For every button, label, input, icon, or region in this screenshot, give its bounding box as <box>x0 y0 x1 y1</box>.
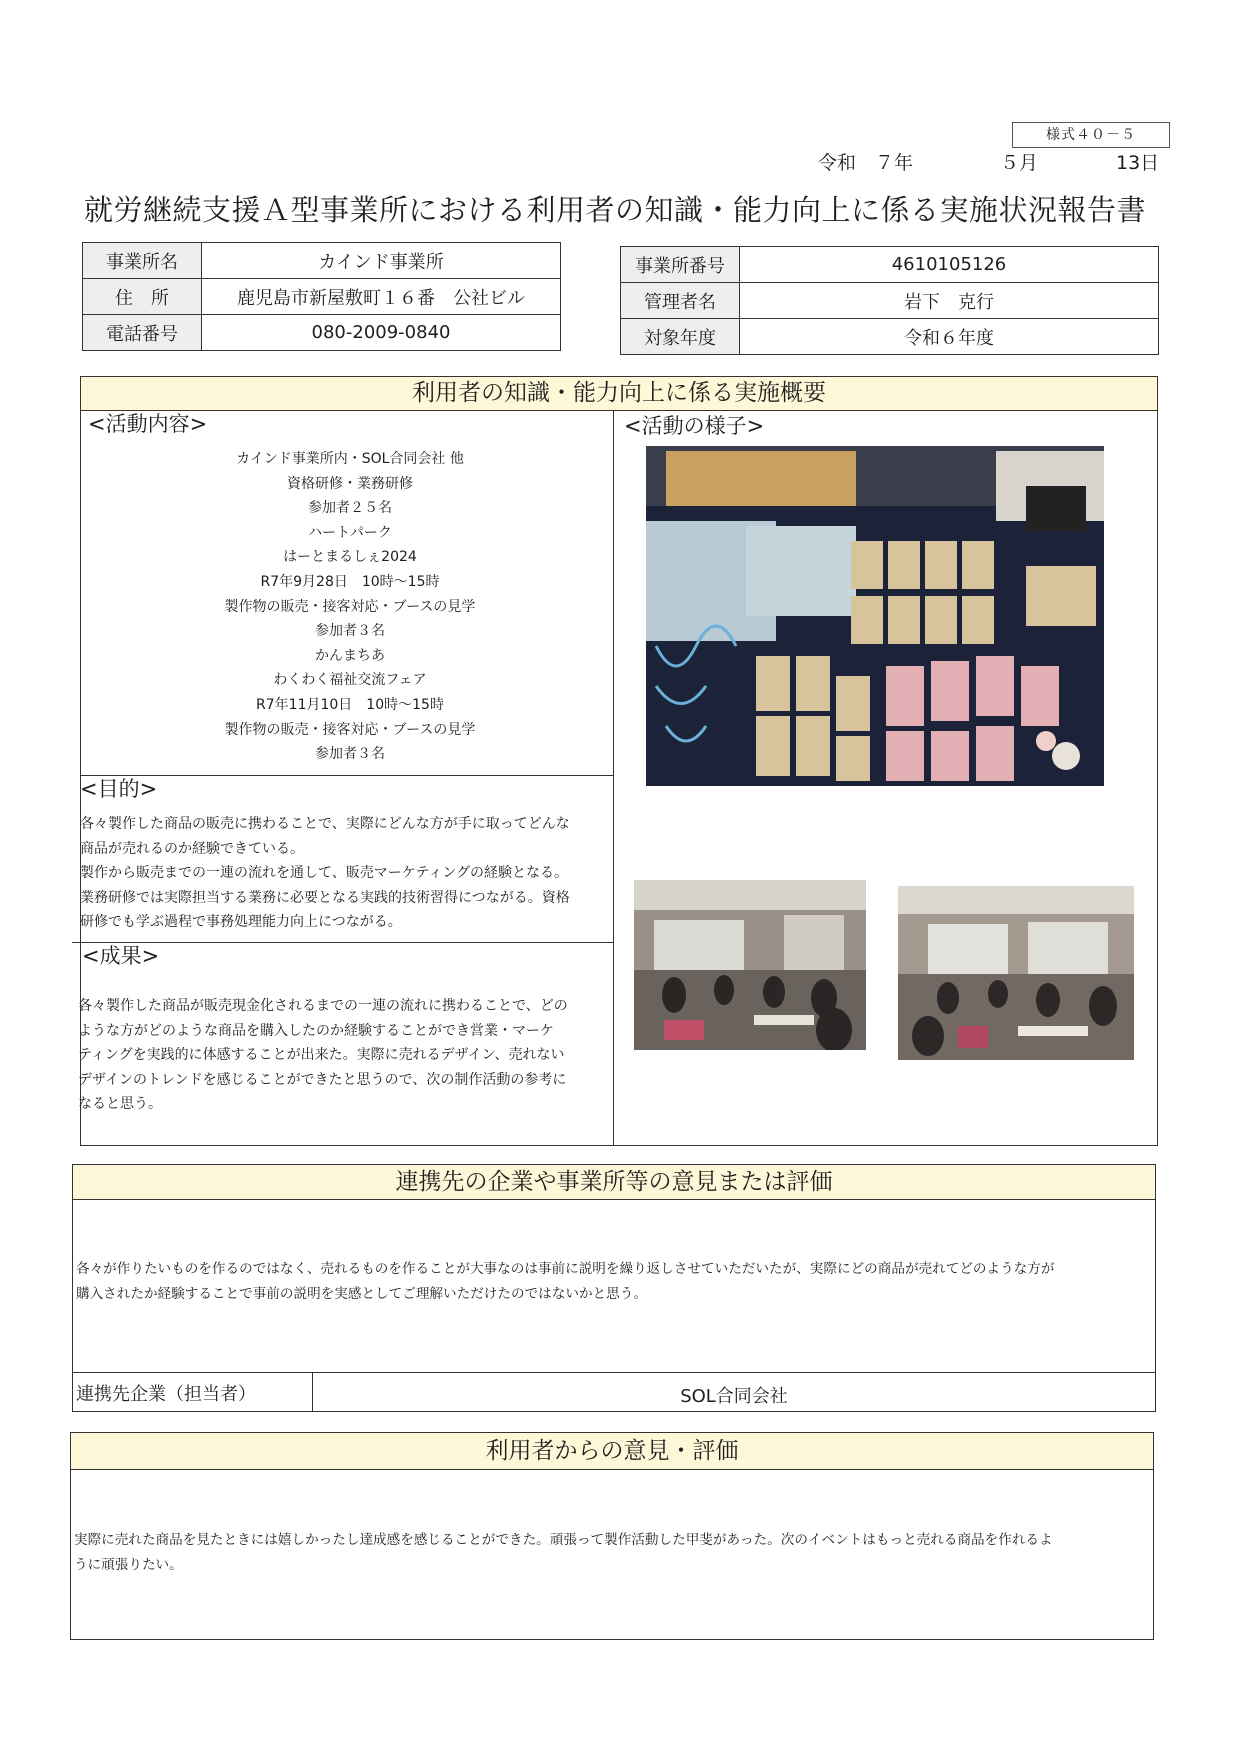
photos-heading: <活動の様子> <box>624 414 765 438</box>
result-line: 各々製作した商品が販売現金化されるまでの一連の流れに携わることで、どの <box>78 998 568 1014</box>
purpose-line: 商品が売れるのか経験できている。 <box>80 840 304 857</box>
result-content <box>78 994 608 1117</box>
form-number: 様式４０－５ <box>1012 122 1170 148</box>
activity-line: 参加者３名 <box>315 623 385 640</box>
activity-line: ハートパーク <box>308 524 392 541</box>
purpose-line: 業務研修では実際担当する業務に必要となる実践的技術習得につながる。資格 <box>80 889 570 906</box>
manager-value: 岩下 克行 <box>740 283 1159 319</box>
result-line: デザインのトレンドを感じることができたと思うので、次の制作活動の参考に <box>78 1071 567 1088</box>
market-booth-image <box>646 446 1104 786</box>
user-opinion-comment <box>74 1528 1150 1577</box>
date-day: 13日 <box>1116 152 1160 174</box>
user-opinion-heading: 利用者からの意見・評価 <box>70 1432 1154 1470</box>
activity-line: カインド事業所内・SOL合同会社 他 <box>236 451 464 467</box>
result-line: なると思う。 <box>78 1096 162 1112</box>
office-info-table-left <box>82 242 561 351</box>
date-era-year: 令和 ７年 <box>818 152 914 174</box>
activity-line: 参加者３名 <box>315 746 385 763</box>
activity-line: かんまちあ <box>315 647 385 664</box>
activity-line: はーとまるしぇ2024 <box>283 549 417 566</box>
office-number-label: 事業所番号 <box>621 247 740 283</box>
manager-label: 管理者名 <box>621 283 740 319</box>
partner-company-value: SOL合同会社 <box>680 1386 788 1407</box>
address-label: 住 所 <box>83 279 202 315</box>
target-year-value: 令和６年度 <box>740 319 1159 355</box>
summary-column-divider <box>613 411 614 1146</box>
training-room-image-right <box>898 886 1134 1060</box>
training-room-image-left <box>634 880 866 1050</box>
activity-line: 参加者２５名 <box>308 500 392 517</box>
result-heading: <成果> <box>82 944 160 968</box>
target-year-label: 対象年度 <box>621 319 740 355</box>
purpose-line: 製作から販売までの一連の流れを通して、販売マーケティングの経験となる。 <box>80 865 569 881</box>
partner-comment <box>76 1257 1152 1306</box>
office-number-value: 4610105126 <box>740 247 1159 283</box>
address-value: 鹿児島市新屋敷町１６番 公社ビル <box>202 279 561 315</box>
office-info-table-right <box>620 246 1159 355</box>
partner-comment-line: 各々が作りたいものを作るのではなく、売れるものを作ることが大事なのは事前に説明を繰り返しさせていただいたが、実際にどの商品が売れてどのような方が <box>76 1261 1055 1277</box>
phone-value: 080-2009-0840 <box>202 315 561 351</box>
purpose-line: 研修でも学ぶ過程で事務処理能力向上につながる。 <box>80 914 402 930</box>
training-room-photo-right <box>898 886 1134 1060</box>
partner-company-divider <box>72 1372 1156 1373</box>
purpose-content <box>80 812 610 935</box>
date-month: ５月 <box>1000 152 1039 174</box>
purpose-heading: <目的> <box>80 777 158 801</box>
user-opinion-line: うに頑張りたい。 <box>74 1556 183 1573</box>
purpose-line: 各々製作した商品の販売に携わることで、実際にどんな方が手に取ってどんな <box>80 816 570 832</box>
activity-line: 製作物の販売・接客対応・ブースの見学 <box>224 598 476 615</box>
page-title: 就労継続支援Ａ型事業所における利用者の知識・能力向上に係る実施状況報告書 <box>84 193 1147 227</box>
activity-line: R7年11月10日 10時～15時 <box>256 696 444 713</box>
partner-heading: 連携先の企業や事業所等の意見または評価 <box>72 1164 1156 1200</box>
result-line: ティングを実践的に体感することが出来た。実際に売れるデザイン、売れない <box>78 1047 565 1063</box>
partner-company-label: 連携先企業（担当者） <box>76 1384 256 1405</box>
activity-line: 製作物の販売・接客対応・ブースの見学 <box>224 721 476 738</box>
activity-heading: <活動内容> <box>88 412 208 436</box>
office-name-label: 事業所名 <box>83 243 202 279</box>
purpose-divider <box>80 775 613 776</box>
market-booth-photo <box>646 446 1104 786</box>
summary-heading: 利用者の知識・能力向上に係る実施概要 <box>80 376 1158 411</box>
activity-content <box>120 447 580 767</box>
result-line: ような方がどのような商品を購入したのか経験することができ営業・マーケ <box>78 1022 554 1039</box>
partner-comment-line: 購入されたか経験することで事前の説明を実感としてご理解いただけたのではないかと思う。 <box>76 1285 647 1302</box>
office-name-value: カインド事業所 <box>202 243 561 279</box>
activity-line: わくわく福祉交流フェア <box>273 672 427 689</box>
training-room-photo-left <box>634 880 866 1050</box>
activity-line: R7年9月28日 10時～15時 <box>260 573 440 590</box>
phone-label: 電話番号 <box>83 315 202 351</box>
user-opinion-line: 実際に売れた商品を見たときには嬉しかったし達成感を感じることができた。頑張って製作活動した甲斐があった。次のイベントはもっと売れる商品を作れるよ <box>74 1532 1053 1548</box>
activity-line: 資格研修・業務研修 <box>287 475 413 492</box>
